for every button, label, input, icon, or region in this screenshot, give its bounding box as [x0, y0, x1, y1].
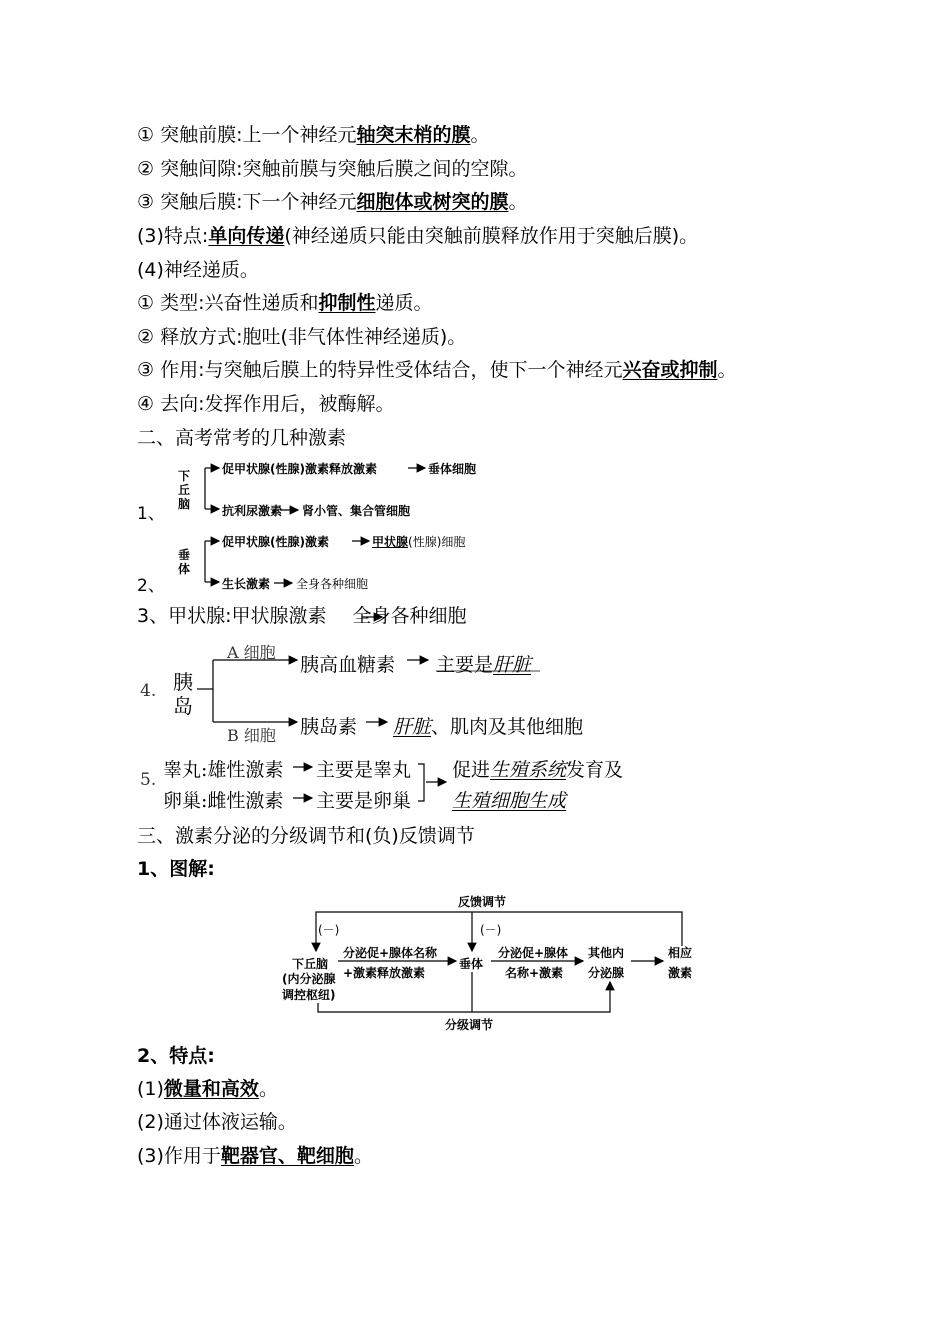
text: (神经递质只能由突触前膜释放作用于突触后膜)。	[284, 225, 699, 247]
pituitary-label: 垂体	[459, 957, 484, 971]
text: ① 突触前膜:上一个神经元	[137, 124, 357, 146]
section-heading-3: 三、激素分泌的分级调节和(负)反馈调节	[137, 825, 475, 847]
text: 肝脏	[393, 716, 432, 738]
target-hormone-1: 相应	[668, 946, 693, 960]
text: 肝脏	[493, 654, 532, 676]
arrow-1-bottom-label: +激素释放激素	[343, 966, 426, 980]
key-term: 细胞体或树突的膜	[356, 191, 509, 213]
target-pituitary: 垂体细胞	[428, 462, 477, 476]
text: ③ 作用:与突触后膜上的特异性受体结合，使下一个神经元	[137, 359, 623, 381]
diagram-5-number: 5.	[140, 770, 157, 790]
key-term: 轴突末梢的膜	[356, 124, 471, 146]
sub-heading-diagram: 1、图解:	[137, 858, 215, 880]
ovary-row: 卵巢:雌性激素	[163, 790, 284, 812]
hormone-gh: 生长激素	[222, 577, 271, 591]
hormone-tsh: 促甲状腺(性腺)激素	[222, 535, 329, 549]
feedback-loop	[316, 912, 682, 951]
text: 。	[353, 1145, 373, 1167]
text: 促进	[452, 759, 491, 781]
hypothalamus-note-1: (内分泌腺	[282, 972, 336, 986]
text: ③ 突触后膜:下一个神经元	[137, 191, 357, 213]
feature-2: (2)通过体液运输。	[137, 1111, 297, 1133]
text: 。	[717, 359, 737, 381]
text: (性腺)细胞	[408, 535, 466, 549]
graded-label: 分级调节	[445, 1018, 494, 1032]
text: 递质。	[375, 292, 433, 314]
text: 主要是	[436, 654, 494, 676]
gland-label-4a: 胰	[173, 670, 193, 694]
text: (3)作用于	[137, 1145, 221, 1167]
hypothalamus-label: 下丘脑	[292, 957, 329, 971]
text: 肾小管	[302, 504, 339, 518]
key-term: 抑制性	[318, 292, 376, 314]
testis-row: 睾丸:雄性激素	[163, 759, 284, 781]
diagram-2-number: 2、	[137, 576, 165, 596]
diagram-4-number: 4.	[140, 681, 157, 701]
key-term: 靶器官、靶细胞	[220, 1145, 354, 1167]
gland-label-2b: 体	[178, 562, 191, 576]
hormone-glucagon: 胰高血糖素	[300, 654, 396, 676]
line-fate: ④ 去向:发挥作用后，被酶解。	[137, 393, 395, 415]
key-term: 单向传递	[208, 225, 285, 247]
text: (1)	[137, 1078, 164, 1100]
bracket-5	[418, 764, 424, 801]
line-cleft: ② 突触间隙:突触前膜与突触后膜之间的空隙。	[137, 158, 528, 180]
gland-label-1c: 脑	[178, 497, 191, 511]
graded-loop	[318, 982, 610, 1012]
target-hormone-2: 激素	[668, 966, 693, 980]
text: 甲状腺	[372, 535, 409, 549]
line-neurotransmitter: (4)神经递质。	[137, 259, 259, 281]
negative-mark-2: (－)	[480, 923, 502, 937]
other-gland-2: 分泌腺	[588, 966, 625, 980]
hormone-adh: 抗利尿激素	[222, 504, 283, 518]
gland-label-2a: 垂	[178, 548, 191, 562]
text: 全身各种细胞	[352, 605, 467, 627]
key-term: 兴奋或抑制	[622, 359, 718, 381]
arrow-2-top-label: 分泌促+腺体	[498, 946, 569, 960]
arrow-2-bottom-label: 名称+激素	[505, 966, 564, 980]
other-gland-1: 其他内	[588, 946, 625, 960]
testis-target: 主要是睾丸	[316, 759, 412, 781]
text: 。	[508, 191, 528, 213]
gland-label-4b: 岛	[173, 694, 193, 718]
text: 。	[470, 124, 490, 146]
gland-label-1b: 丘	[178, 483, 191, 497]
gland-label-1a: 下	[178, 469, 191, 483]
effect-2: 生殖细胞生成	[452, 790, 567, 812]
negative-mark-1: (－)	[318, 923, 340, 937]
section-heading-2: 二、高考常考的几种激素	[137, 427, 347, 449]
text: 、肌肉及其他细胞	[431, 716, 584, 738]
line-release: ② 释放方式:胞吐(非气体性神经递质)。	[137, 326, 467, 348]
text: 发育及	[566, 759, 624, 781]
arrow-1-top-label: 分泌促+腺体名称	[343, 946, 438, 960]
hormone-trh: 促甲状腺(性腺)激素释放激素	[222, 462, 377, 476]
text: 3、甲状腺:甲状腺激素	[137, 605, 327, 627]
text: 。	[258, 1078, 278, 1100]
b-cell-label: B 细胞	[227, 726, 276, 745]
ovary-target: 主要是卵巢	[316, 790, 412, 812]
sub-heading-features: 2、特点:	[137, 1045, 215, 1067]
target-all-cells: 全身各种细胞	[296, 577, 369, 591]
text: ① 类型:兴奋性递质和	[137, 292, 319, 314]
text: 、集合管细胞	[338, 504, 411, 518]
diagram-1-number: 1、	[137, 504, 165, 524]
text: 生殖系统	[490, 759, 567, 781]
text: (3)特点:	[137, 225, 209, 247]
feedback-label: 反馈调节	[458, 895, 507, 909]
hypothalamus-note-2: 调控枢纽)	[282, 988, 336, 1002]
a-cell-label: A 细胞	[227, 643, 276, 662]
key-term: 微量和高效	[163, 1078, 259, 1100]
hormone-insulin: 胰岛素	[300, 716, 358, 738]
